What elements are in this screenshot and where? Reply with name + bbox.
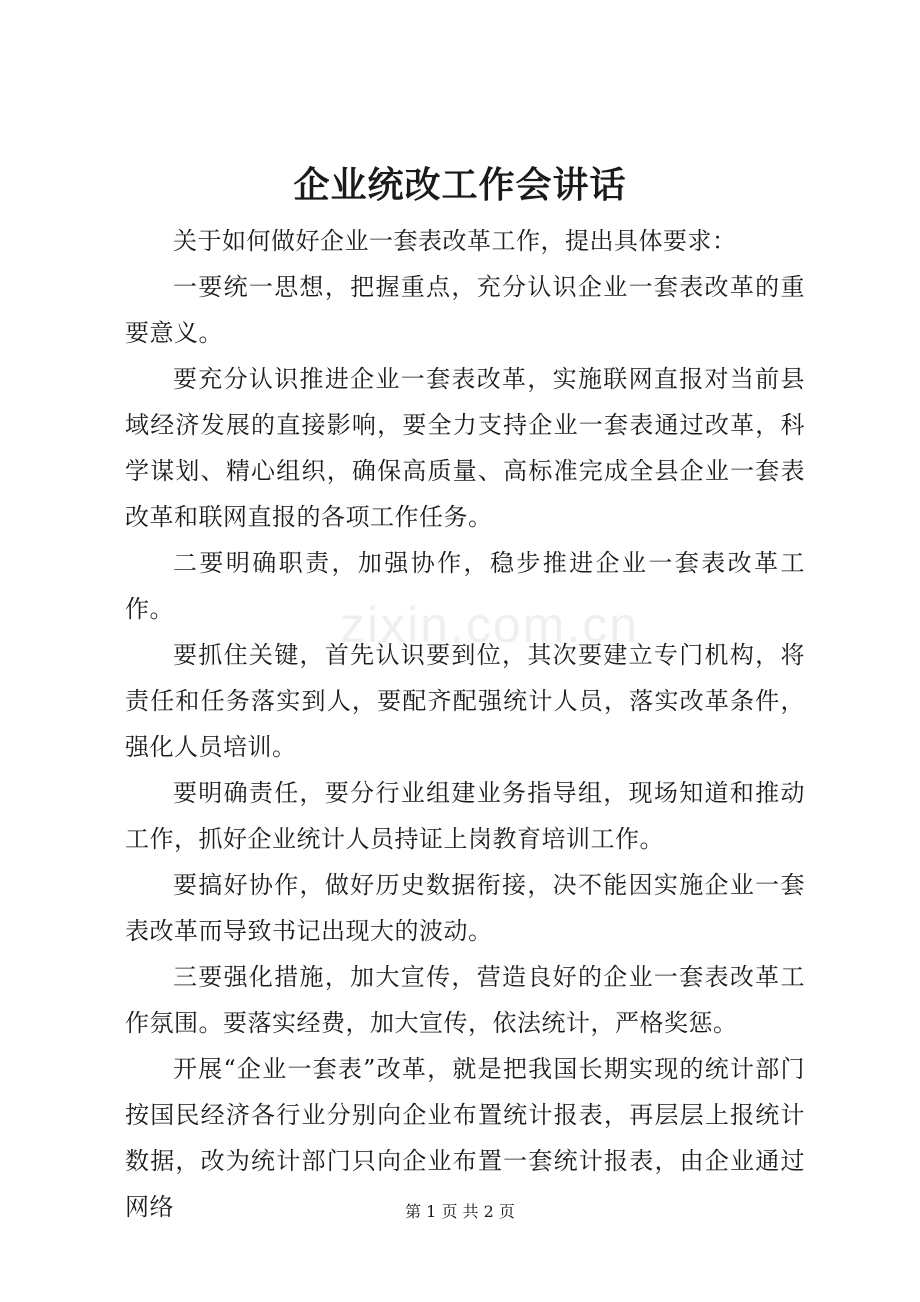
document-title: 企业统改工作会讲话	[293, 164, 627, 206]
paragraph: 一要统一思想，把握重点，充分认识企业一套表改革的重要意义。	[125, 273, 805, 347]
paragraph: 三要强化措施，加大宣传，营造良好的企业一套表改革工作氛围。要落实经费，加大宣传，依法统计，严格奖惩。	[125, 963, 805, 1037]
paragraph: 要搞好协作，做好历史数据衔接，决不能因实施企业一套表改革而导致书记出现大的波动。	[125, 871, 805, 945]
paragraph: 开展“企业一套表”改革，就是把我国长期实现的统计部门按国民经济各行业分别向企业布置统计报表，再层层上报统计数据，改为统计部门只向企业布置一套统计报表，由企业通过网络	[125, 1055, 805, 1221]
watermark: zixin.com.cn	[340, 597, 640, 653]
document-body	[125, 218, 805, 1230]
paragraph: 要明确责任，要分行业组建业务指导组，现场知道和推动工作，抓好企业统计人员持证上岗教育培训工作。	[125, 779, 805, 853]
paragraph: 要充分认识推进企业一套表改革，实施联网直报对当前县域经济发展的直接影响，要全力支持企业一套表通过改革，科学谋划、精心组织，确保高质量、高标准完成全县企业一套表改革和联网直报的各项工作任务。	[125, 365, 805, 531]
paragraph: 二要明确职责，加强协作，稳步推进企业一套表改革工作。	[125, 549, 805, 623]
paragraph: 要抓住关键，首先认识要到位，其次要建立专门机构，将责任和任务落实到人，要配齐配强统计人员，落实改革条件，强化人员培训。	[125, 641, 805, 761]
paragraph: 关于如何做好企业一套表改革工作，提出具体要求：	[173, 227, 737, 255]
page-footer: 第 1 页 共 2 页	[405, 1202, 515, 1221]
